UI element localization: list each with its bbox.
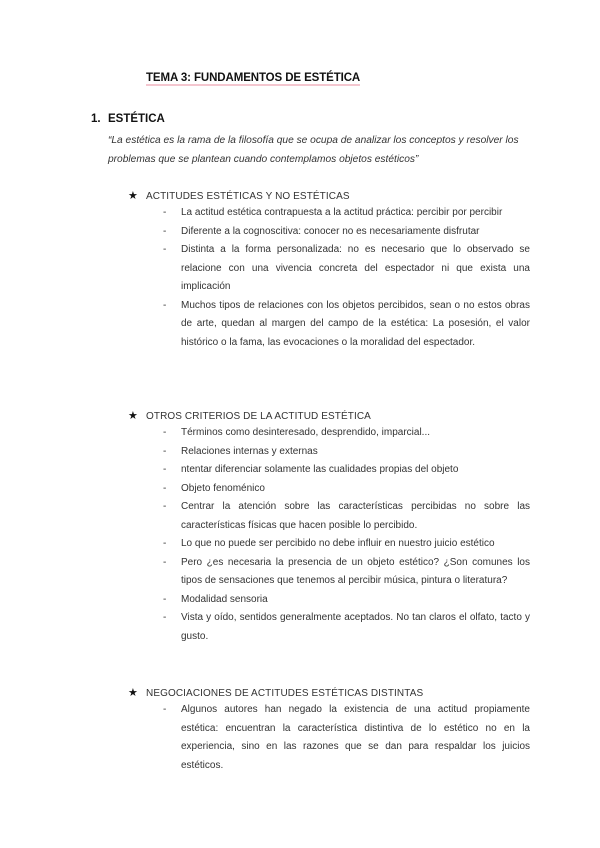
bullet-section-2	[128, 409, 371, 422]
section-title: ACTITUDES ESTÉTICAS Y NO ESTÉTICAS	[146, 191, 350, 202]
definition-quote: “La estética es la rama de la filosofía que se ocupa de analizar los conceptos y resolver los problemas que se plantean cuando contemplamos objetos estéticos”	[108, 135, 519, 165]
section-title: OTROS CRITERIOS DE LA ACTITUD ESTÉTICA	[146, 411, 371, 422]
heading-text: ESTÉTICA	[108, 113, 165, 125]
list-item: - Diferente a la cognoscitiva: conocer no es necesariamente disfrutar	[163, 225, 480, 237]
list-item: - ntentar diferenciar solamente las cualidades propias del objeto	[163, 464, 459, 475]
document-title: TEMA 3: FUNDAMENTOS DE ESTÉTICA	[146, 72, 361, 84]
list-item: - Términos como desinteresado, desprendido, imparcial...	[163, 427, 431, 438]
list-item: - Lo que no puede ser percibido no debe influir en nuestro juicio estético	[163, 538, 495, 549]
star-icon: ★	[128, 687, 138, 699]
list-item: - Objeto fenoménico	[163, 482, 265, 494]
section-3-list	[163, 701, 530, 775]
list-item: - Distinta a la forma personalizada: no es necesario que lo observado se relacione con una vivencia concreta del espectador ni que exista una implicación	[163, 244, 530, 292]
list-item: - Modalidad sensoria	[163, 593, 268, 605]
star-icon: ★	[128, 190, 138, 202]
list-item: - Algunos autores han negado la existencia de una actitud propiamente estética: encuentran la característica distintiva de lo estético no en la experiencia, sino en las razones que se dan para respaldar los juicios estéticos.	[163, 704, 530, 771]
section-heading	[91, 113, 165, 125]
list-item: - Muchos tipos de relaciones con los objetos percibidos, sean o no estos obras de arte, quedan al margen del campo de la estética: La posesión, el valor histórico o la fama, las evocaciones o la moralidad del espectador.	[163, 299, 530, 348]
list-item: - Relaciones internas y externas	[163, 445, 318, 457]
list-item: - Vista y oído, sentidos generalmente aceptados. No tan claros el olfato, tacto y gusto.	[163, 612, 530, 642]
list-item: - Pero ¿es necesaria la presencia de un objeto estético? ¿Son comunes los tipos de sensaciones que tenemos al percibir música, pintura o literatura?	[163, 556, 530, 586]
heading-number: 1.	[91, 113, 101, 125]
bullet-section-1	[128, 189, 350, 202]
list-item: - Centrar la atención sobre las características percibidas no sobre las características físicas que hacen posible lo percibido.	[163, 501, 530, 531]
bullet-section-3	[128, 686, 423, 699]
section-2-list	[163, 424, 530, 646]
section-title: NEGOCIACIONES DE ACTITUDES ESTÉTICAS DISTINTAS	[146, 688, 424, 699]
list-item: - La actitud estética contrapuesta a la actitud práctica: percibir por percibir	[163, 207, 503, 218]
section-1-list	[163, 204, 530, 352]
star-icon: ★	[128, 410, 138, 422]
